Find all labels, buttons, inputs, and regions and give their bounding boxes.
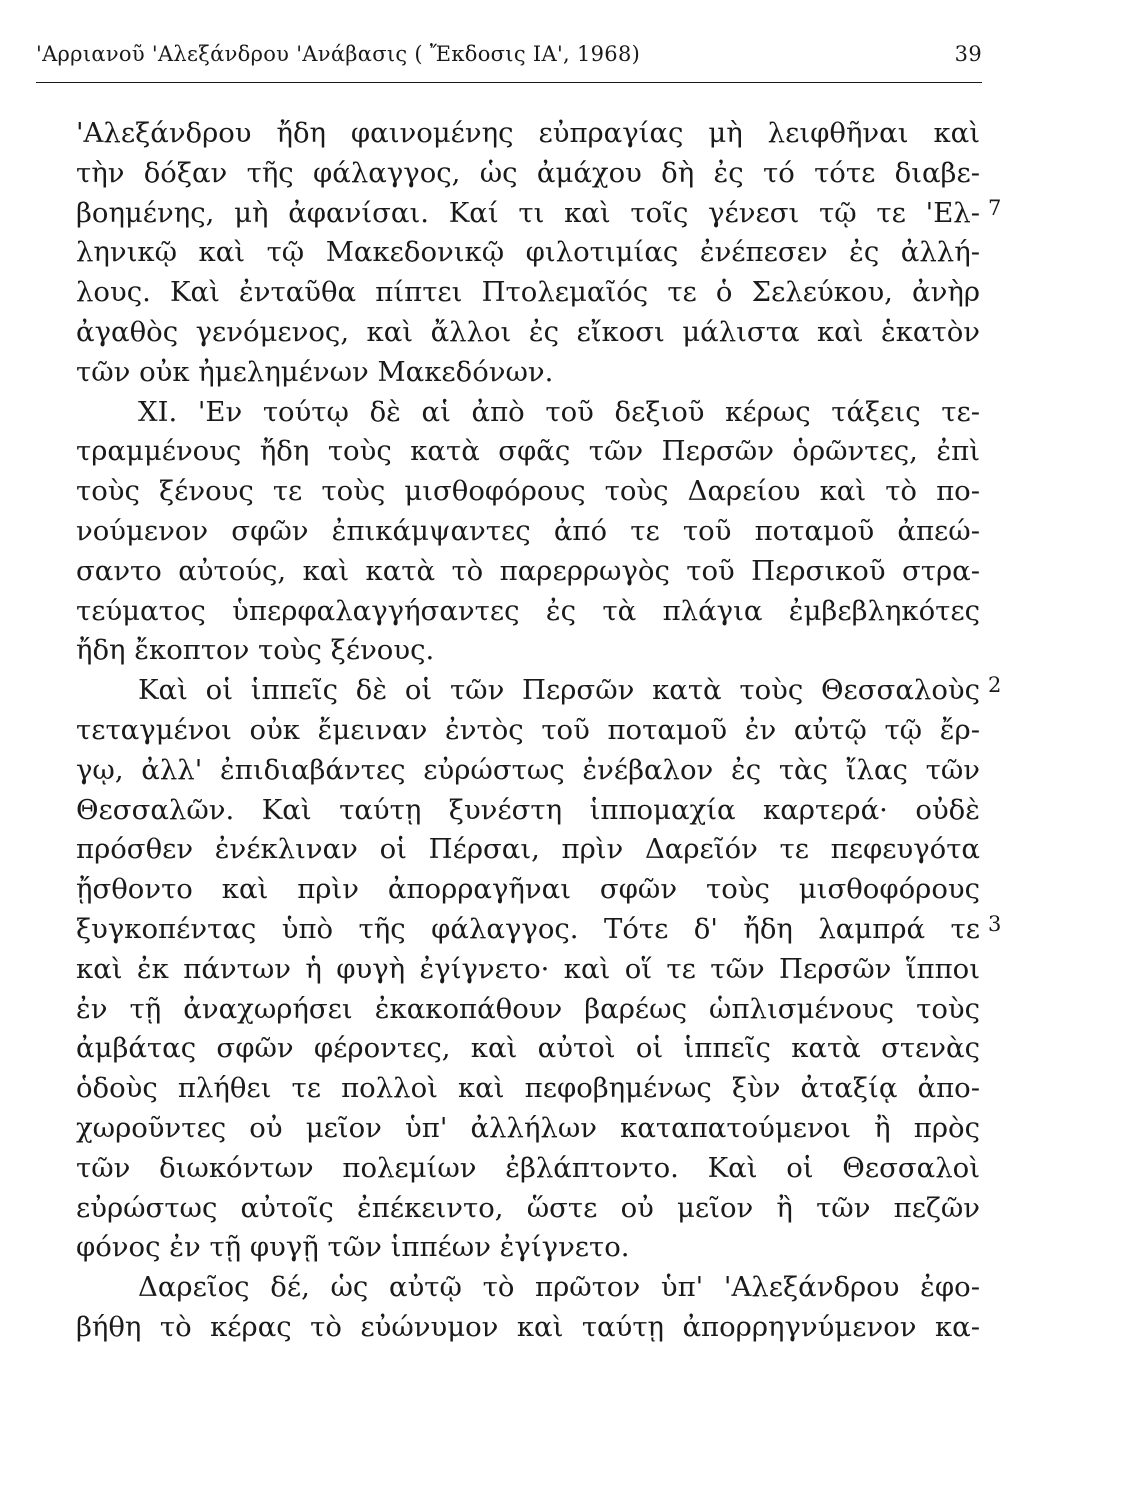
text-line: ὁδοὺς πλήθει τε πολλοὶ καὶ πεφοβημένως ξὺν ἀταξίᾳ ἀπο- (76, 1072, 980, 1105)
text-line: Καὶ οἱ ἱππεῖς δὲ οἱ τῶν Περσῶν κατὰ τοὺς Θεσσαλοὺς (138, 674, 980, 707)
text-line: ἤδη ἔκοπτον τοὺς ξένους. (76, 634, 435, 667)
text-line: ᾔσθοντο καὶ πρὶν ἀπορραγῆναι σφῶν τοὺς μισθοφόρους (76, 873, 980, 906)
text-line: φόνος ἐν τῇ φυγῇ τῶν ἱππέων ἐγίγνετο. (76, 1231, 630, 1264)
body-text (76, 114, 980, 1348)
running-header (36, 42, 982, 66)
text-line: γῳ, ἀλλ' ἐπιδιαβάντες εὐρώστως ἐνέβαλον ἐς τὰς ἴλας τῶν (76, 753, 980, 786)
header-rule (36, 82, 982, 83)
text-line: πρόσθεν ἐνέκλιναν οἱ Πέρσαι, πρὶν Δαρεῖόν τε πεφευγότα (76, 833, 980, 866)
text-line: τῶν οὐκ ἠμελημένων Μακεδόνων. (76, 355, 554, 388)
text-line: Δαρεῖος δέ, ὡς αὐτῷ τὸ πρῶτον ὑπ' 'Αλεξάνδρου ἐφο- (138, 1271, 980, 1304)
text-line: σαντο αὐτούς, καὶ κατὰ τὸ παρερρωγὸς τοῦ Περσικοῦ στρα- (76, 554, 980, 587)
text-line: XI. 'Εν τούτῳ δὲ αἱ ἀπὸ τοῦ δεξιοῦ κέρως τάξεις τε- (138, 395, 980, 428)
text-line: ἀμβάτας σφῶν φέροντες, καὶ αὐτοὶ οἱ ἱππεῖς κατὰ στενὰς (76, 1032, 980, 1065)
text-line: βοημένης, μὴ ἀφανίσαι. Καί τι καὶ τοῖς γένεσι τῷ τε 'Ελ- (76, 196, 980, 229)
text-line: ληνικῷ καὶ τῷ Μακεδονικῷ φιλοτιμίας ἐνέπεσεν ἐς ἀλλή- (76, 236, 980, 269)
text-line: ἀγαθὸς γενόμενος, καὶ ἄλλοι ἐς εἴκοσι μάλιστα καὶ ἑκατὸν (76, 315, 980, 348)
text-line: τοὺς ξένους τε τοὺς μισθοφόρους τοὺς Δαρείου καὶ τὸ πο- (76, 475, 980, 508)
text-line: ἐν τῇ ἀναχωρήσει ἐκακοπάθουν βαρέως ὡπλισμένους τοὺς (76, 992, 980, 1025)
text-line: ξυγκοπέντας ὑπὸ τῆς φάλαγγος. Τότε δ' ἤδη λαμπρά τε (76, 912, 980, 945)
margin-section-number: 3 (988, 912, 1002, 936)
text-line: χωροῦντες οὐ μεῖον ὑπ' ἀλλήλων καταπατούμενοι ἢ πρὸς (76, 1111, 980, 1144)
text-line: τὴν δόξαν τῆς φάλαγγος, ὡς ἀμάχου δὴ ἐς τό τότε διαβε- (76, 156, 980, 189)
text-line: Θεσσαλῶν. Καὶ ταύτῃ ξυνέστη ἱππομαχία καρτερά· οὐδὲ (76, 793, 980, 826)
text-line: τραμμένους ἤδη τοὺς κατὰ σφᾶς τῶν Περσῶν ὁρῶντες, ἐπὶ (76, 435, 980, 468)
text-line: 'Αλεξάνδρου ἤδη φαινομένης εὐπραγίας μὴ λειφθῆναι καὶ (76, 117, 980, 149)
text-line: τεταγμένοι οὐκ ἔμειναν ἐντὸς τοῦ ποταμοῦ ἐν αὐτῷ τῷ ἔρ- (76, 713, 980, 746)
text-line: τεύματος ὑπερφαλαγγήσαντες ἐς τὰ πλάγια ἐμβεβληκότες (76, 594, 980, 627)
text-line: τῶν διωκόντων πολεμίων ἐβλάπτοντο. Καὶ οἱ Θεσσαλοὶ (76, 1151, 980, 1184)
text-line: εὐρώστως αὐτοῖς ἐπέκειντο, ὥστε οὐ μεῖον ἢ τῶν πεζῶν (76, 1191, 980, 1224)
text-line: βήθη τὸ κέρας τὸ εὐώνυμον καὶ ταύτῃ ἀπορρηγνύμενον κα- (76, 1310, 980, 1343)
page-number: 39 (954, 42, 982, 66)
margin-section-number: 7 (988, 196, 1002, 220)
margin-section-number: 2 (988, 673, 1002, 697)
text-line: καὶ ἐκ πάντων ἡ φυγὴ ἐγίγνετο· καὶ οἵ τε τῶν Περσῶν ἵπποι (76, 952, 980, 985)
text-line: νούμενον σφῶν ἐπικάμψαντες ἀπό τε τοῦ ποταμοῦ ἀπεώ- (76, 514, 980, 547)
running-title: 'Αρριανοῦ 'Αλεξάνδρου 'Ανάβασις ( Ἔκδοσις ΙΑ', 1968) (36, 42, 641, 66)
text-line: λους. Καὶ ἐνταῦθα πίπτει Πτολεμαῖός τε ὁ Σελεύκου, ἀνὴρ (76, 276, 980, 309)
